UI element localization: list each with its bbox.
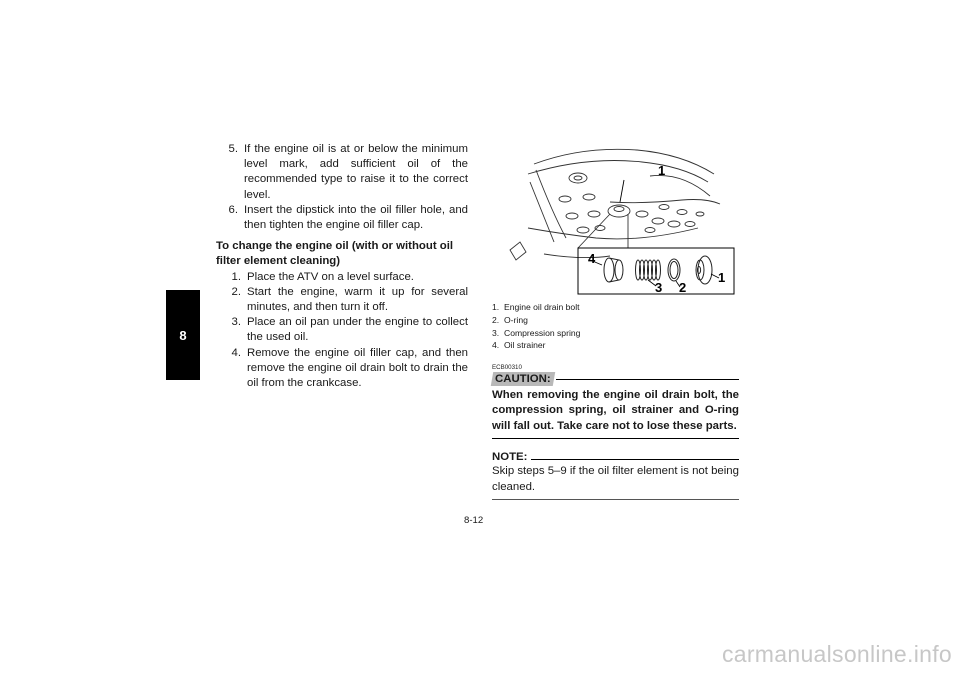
section-heading: To change the engine oil (with or without oil filter element cleaning) bbox=[216, 240, 454, 268]
legend-number: 2. bbox=[492, 314, 500, 325]
caution-end-rule bbox=[492, 438, 739, 440]
step-text: Place an oil pan under the engine to collect the used oil. bbox=[247, 316, 468, 344]
step-number: 5. bbox=[228, 143, 238, 155]
figure-legend bbox=[492, 301, 739, 352]
step-text: Place the ATV on a level surface. bbox=[247, 270, 414, 283]
step-text: Remove the engine oil filler cap, and then remove the engine oil drain bolt to drain the oil from the crankcase. bbox=[247, 346, 468, 390]
step-text: Insert the dipstick into the oil filler hole, and then tighten the engine oil filler cap. bbox=[244, 203, 468, 232]
note-label: NOTE: bbox=[492, 451, 528, 464]
caution-rule bbox=[556, 379, 739, 380]
callout-oil-strainer: 4 bbox=[588, 251, 596, 266]
drain-bolt-illustration bbox=[492, 142, 739, 297]
step-number: 4. bbox=[231, 346, 241, 359]
legend-number: 4. bbox=[492, 340, 500, 351]
chapter-tab bbox=[166, 290, 200, 380]
note-header bbox=[492, 451, 739, 463]
caution-header bbox=[492, 372, 739, 386]
legend-number: 1. bbox=[492, 302, 500, 312]
legend-item bbox=[492, 339, 739, 352]
callout-drain-bolt: 1 bbox=[658, 163, 666, 178]
step-number: 1. bbox=[231, 270, 241, 283]
step-number: 2. bbox=[231, 285, 241, 298]
legend-item bbox=[492, 301, 739, 314]
step-1 bbox=[216, 270, 468, 285]
step-5 bbox=[216, 142, 468, 203]
watermark: carmanualsonline.info bbox=[721, 641, 952, 667]
step-6 bbox=[216, 203, 468, 233]
legend-number: 3. bbox=[492, 327, 500, 338]
legend-item bbox=[492, 314, 739, 327]
callout-o-ring: 2 bbox=[679, 280, 687, 295]
callout-drain-bolt-inset: 1 bbox=[718, 270, 726, 285]
legend-label: Engine oil drain bolt bbox=[504, 302, 580, 312]
step-3 bbox=[216, 315, 468, 345]
step-text: Start the engine, warm it up for several minutes, and then turn it off. bbox=[247, 285, 468, 314]
legend-label: Oil strainer bbox=[504, 340, 546, 351]
step-text: If the engine oil is at or below the minimum level mark, add sufficient oil of the recommended type to raise it to the correct level. bbox=[244, 143, 468, 201]
chapter-number: 8 bbox=[179, 327, 187, 343]
note-end-rule bbox=[492, 499, 739, 500]
step-4 bbox=[216, 346, 468, 392]
step-2 bbox=[216, 285, 468, 315]
legend-label: Compression spring bbox=[504, 327, 581, 338]
note-text: Skip steps 5–9 if the oil filter element is not being cleaned. bbox=[492, 465, 739, 493]
right-column bbox=[492, 142, 739, 500]
page-number: 8-12 bbox=[464, 515, 484, 526]
legend-item bbox=[492, 327, 739, 340]
caution-label: CAUTION: bbox=[495, 373, 551, 386]
legend-label: O-ring bbox=[504, 314, 528, 325]
disassembled-parts-inset bbox=[578, 248, 734, 295]
step-number: 6. bbox=[228, 203, 238, 216]
caution-badge bbox=[491, 372, 555, 386]
left-column bbox=[216, 142, 468, 391]
caution-text: When removing the engine oil drain bolt, the compression spring, oil strainer and O-ring will fall out. Take care not to lose these parts. bbox=[492, 389, 739, 432]
note-rule bbox=[531, 459, 739, 460]
step-number: 3. bbox=[231, 316, 241, 329]
callout-compression-spring: 3 bbox=[655, 280, 663, 295]
caution-code: ECB00310 bbox=[492, 364, 522, 372]
engine-illustration bbox=[492, 142, 739, 297]
